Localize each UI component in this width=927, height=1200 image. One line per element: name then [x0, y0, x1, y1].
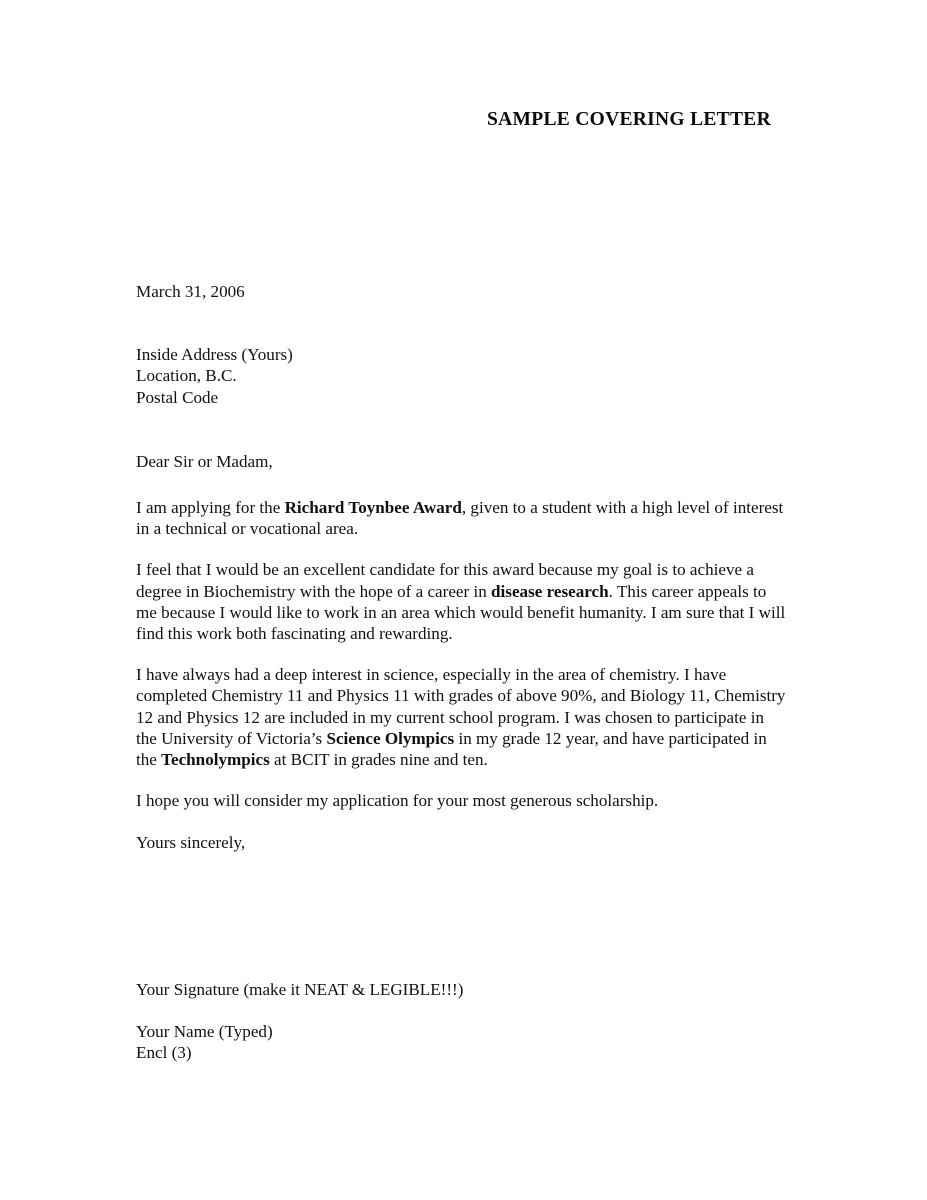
award-name-emphasis: Richard Toynbee Award: [284, 498, 462, 518]
closing-salutation: Yours sincerely,: [136, 833, 246, 853]
spacer-after-date: [136, 302, 788, 344]
paragraph-2: [136, 559, 788, 644]
spacer-after-paragraph-4: [136, 811, 788, 832]
spacer-after-signature-note: [136, 1000, 788, 1021]
paragraph-2-text-a: I feel that I would be an excellent candidate for this award because my goal is to achieve a degree in Biochemistry with the hope of a career in: [136, 560, 754, 601]
page-title: SAMPLE COVERING LETTER: [487, 109, 771, 130]
spacer-after-paragraph-2: [136, 644, 788, 664]
paragraph-1-text-a: I am applying for the: [136, 498, 285, 518]
spacer-after-paragraph-1: [136, 539, 788, 559]
inside-address-line-3: Postal Code: [136, 387, 219, 407]
typed-name: Your Name (Typed): [136, 1021, 273, 1041]
career-field-emphasis: disease research: [491, 581, 609, 601]
letter-body: [136, 281, 788, 1063]
paragraph-3-text-b: in my grade 12 year, and have participated in the: [136, 728, 767, 770]
inside-address-block: [136, 344, 788, 408]
technolympics-emphasis: Technolympics: [161, 750, 270, 770]
spacer-after-salutation: [136, 472, 788, 497]
paragraph-1-text-b: , given to a student with a high level of interest in a technical or vocational area.: [136, 498, 784, 539]
paragraph-3: [136, 664, 788, 770]
inside-address-line-1: Inside Address (Yours): [136, 345, 293, 365]
paragraph-2-text-b: . This career appeals to me because I would like to work in an area which would benefit humanity. I am sure that I will find this work both fascinating and rewarding.: [136, 581, 786, 644]
paragraph-3-text-c: at BCIT in grades nine and ten.: [269, 750, 488, 770]
inside-address-line-2: Location, B.C.: [136, 366, 237, 386]
paragraph-4: I hope you will consider my application for your most generous scholarship.: [136, 791, 659, 811]
enclosures-note: Encl (3): [136, 1043, 192, 1063]
sender-block: [136, 1021, 788, 1063]
signature-space: [136, 854, 788, 979]
letter-date: March 31, 2006: [136, 282, 245, 301]
spacer-after-address: [136, 408, 788, 451]
paragraph-3-text-a: I have always had a deep interest in science, especially in the area of chemistry. I have completed Chemistry 11 and Physics 11 with grades of above 90%, and Biology 11, Chemistry 12 and Physics 12 are included in my current school program. I was chosen to participate in the University of Victoria’s: [136, 665, 786, 748]
salutation: Dear Sir or Madam,: [136, 451, 273, 471]
paragraph-1: [136, 497, 788, 539]
science-olympics-emphasis: Science Olympics: [326, 728, 455, 748]
signature-note: Your Signature (make it NEAT & LEGIBLE!!!): [136, 979, 464, 999]
spacer-after-paragraph-3: [136, 770, 788, 790]
